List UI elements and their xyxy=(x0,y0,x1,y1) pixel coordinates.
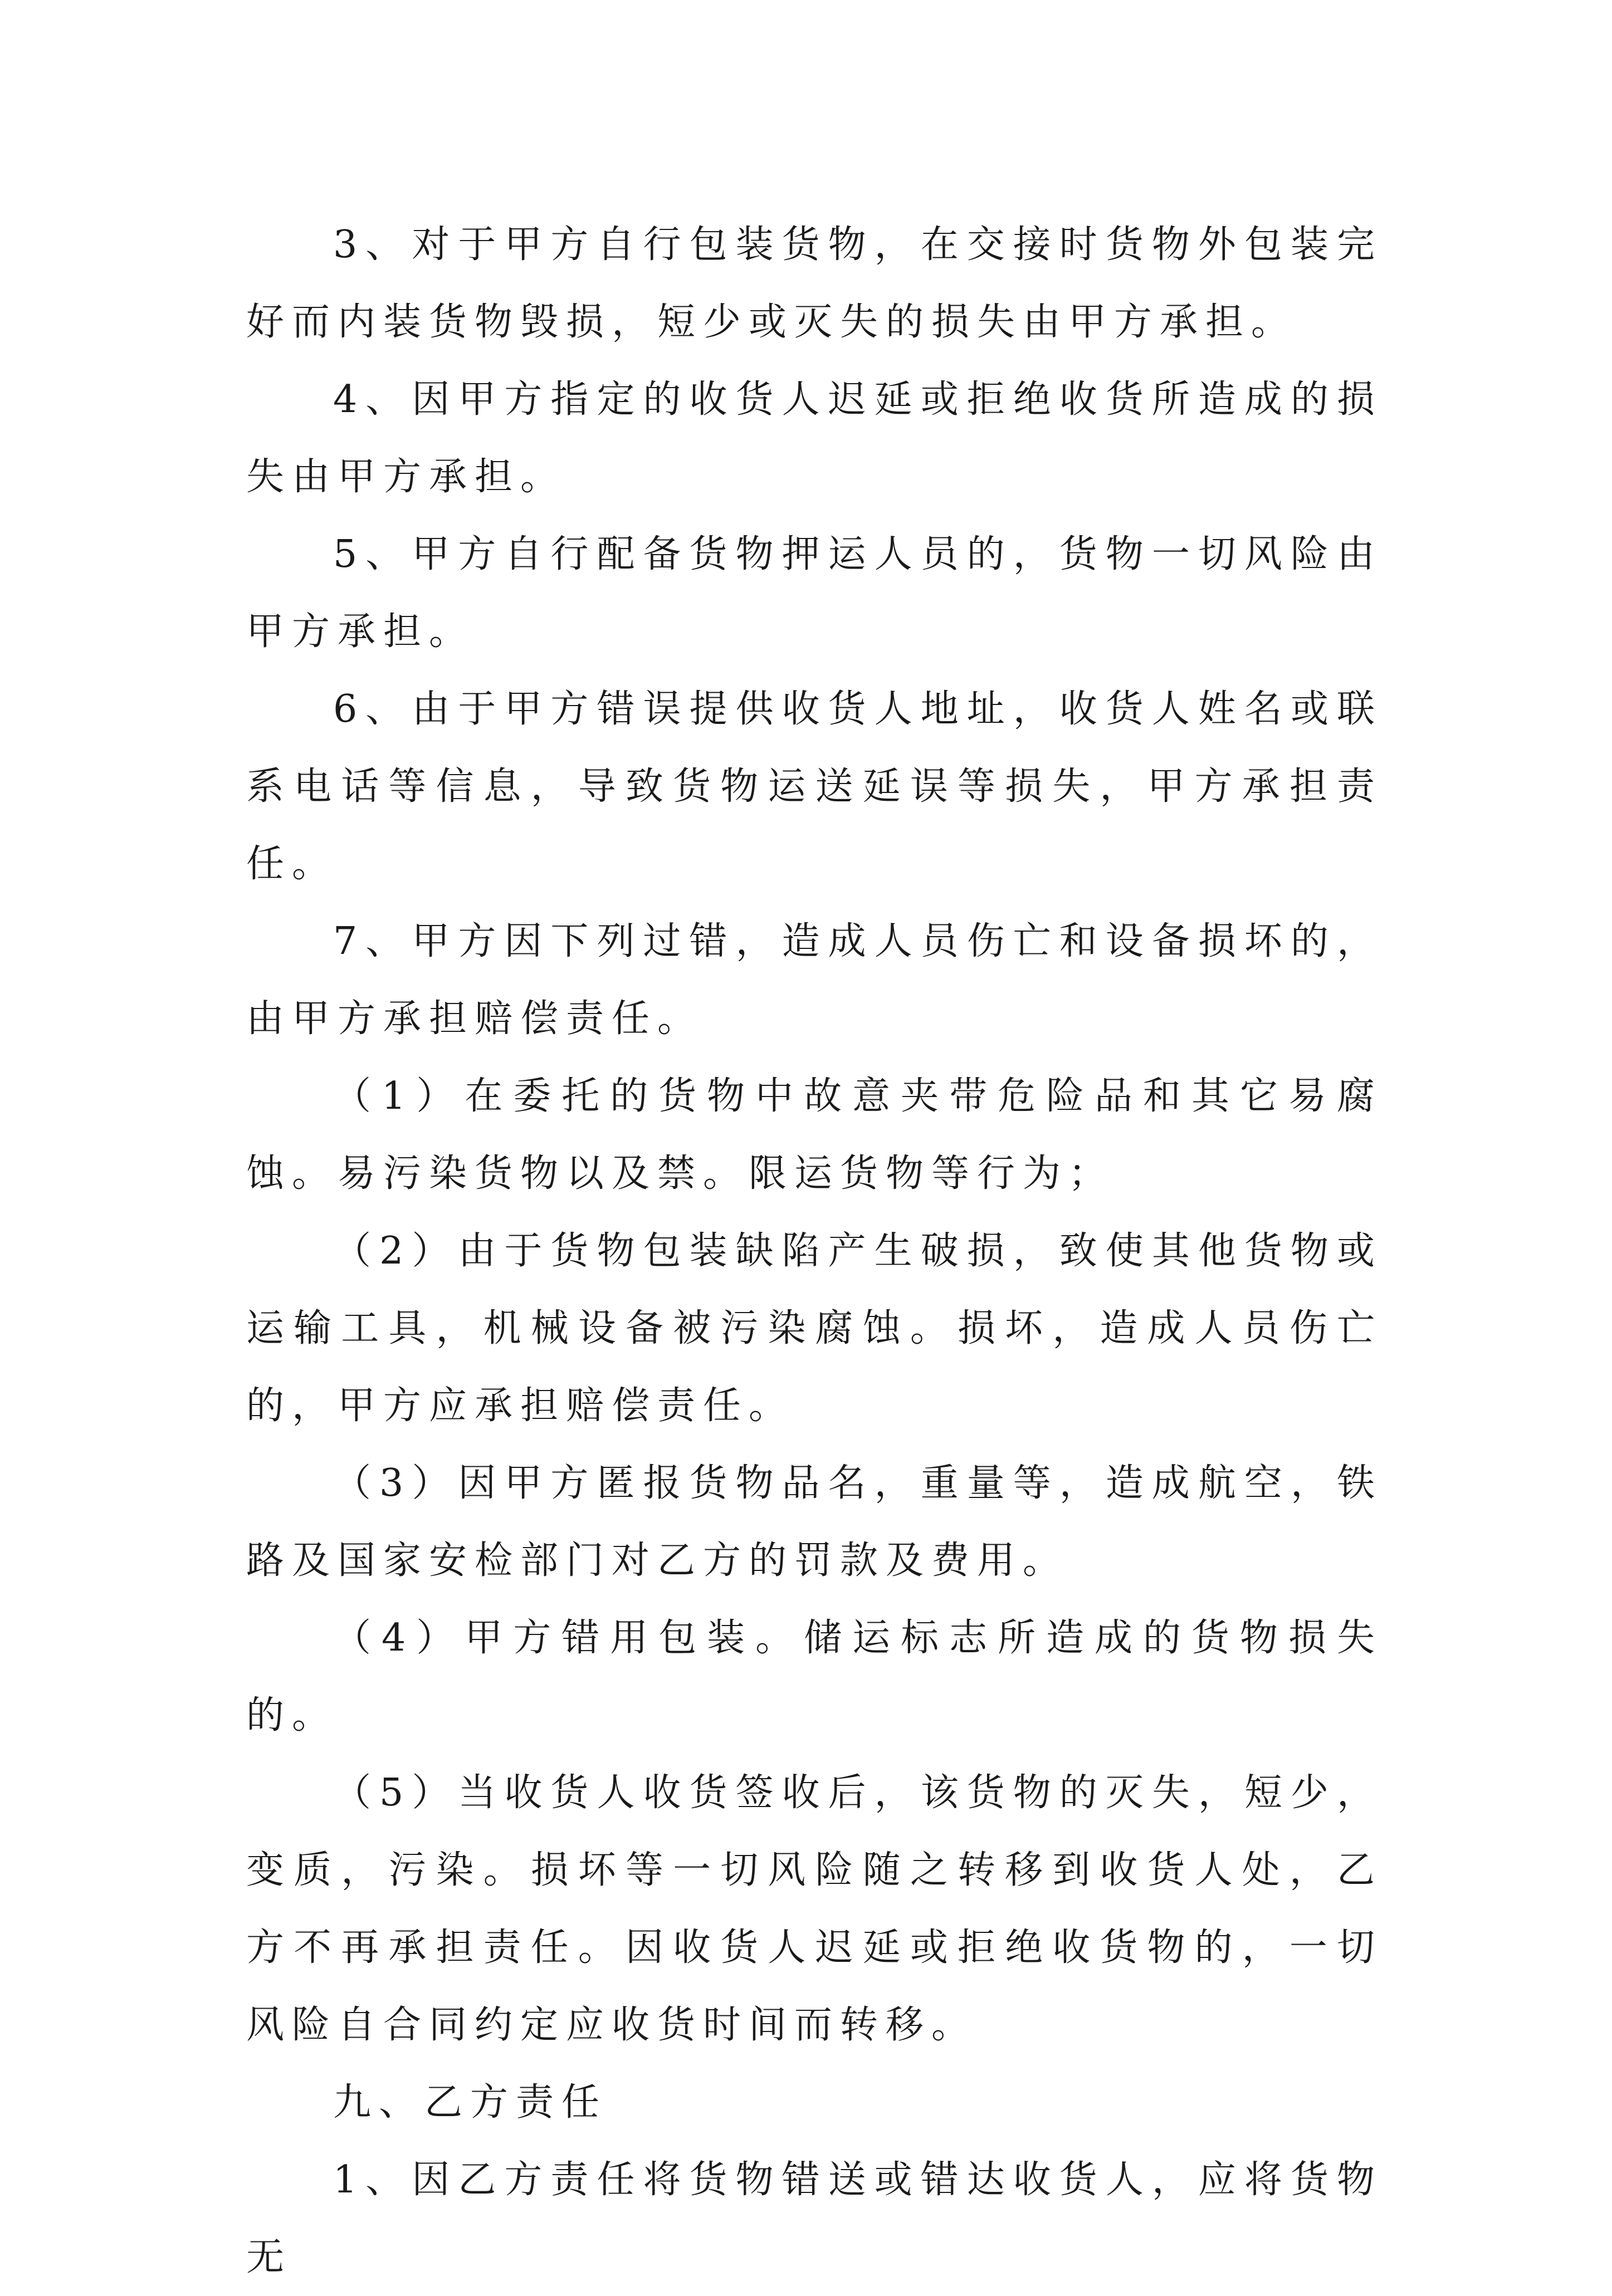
paragraph-clause-4: 4、因甲方指定的收货人迟延或拒绝收货所造成的损失由甲方承担。 xyxy=(246,378,1383,499)
paragraph-clause-7: 7、甲方因下列过错，造成人员伤亡和设备损坏的，由甲方承担赔偿责任。 xyxy=(246,919,1383,1041)
document-body xyxy=(246,206,1383,2296)
paragraph-item-3: （3）因甲方匿报货物品名，重量等，造成航空，铁路及国家安检部门对乙方的罚款及费用。 xyxy=(246,1461,1383,1583)
section-heading-9: 九、乙方责任 xyxy=(333,2080,608,2124)
paragraph-item-1: （1）在委托的货物中故意夹带危险品和其它易腐蚀。易污染货物以及禁。限运货物等行为； xyxy=(246,1074,1383,1196)
paragraph-party-b-clause-1: 1、因乙方责任将货物错送或错达收货人，应将货物无 xyxy=(246,2158,1383,2279)
paragraph-item-4: （4）甲方错用包装。储运标志所造成的货物损失的。 xyxy=(246,1616,1383,1737)
paragraph-clause-5: 5、甲方自行配备货物押运人员的，货物一切风险由甲方承担。 xyxy=(246,532,1383,654)
paragraph-clause-3: 3、对于甲方自行包装货物，在交接时货物外包装完好而内装货物毁损，短少或灭失的损失由甲方承担。 xyxy=(246,223,1383,344)
paragraph-clause-6: 6、由于甲方错误提供收货人地址，收货人姓名或联系电话等信息，导致货物运送延误等损失，甲方承担责任。 xyxy=(246,687,1383,886)
paragraph-item-5: （5）当收货人收货签收后，该货物的灭失，短少，变质，污染。损坏等一切风险随之转移到收货人处，乙方不再承担责任。因收货人迟延或拒绝收货物的，一切风险自合同约定应收货时间而转移。 xyxy=(246,1771,1383,2047)
paragraph-item-2: （2）由于货物包装缺陷产生破损，致使其他货物或运输工具，机械设备被污染腐蚀。损坏，造成人员伤亡的，甲方应承担赔偿责任。 xyxy=(246,1229,1383,1428)
